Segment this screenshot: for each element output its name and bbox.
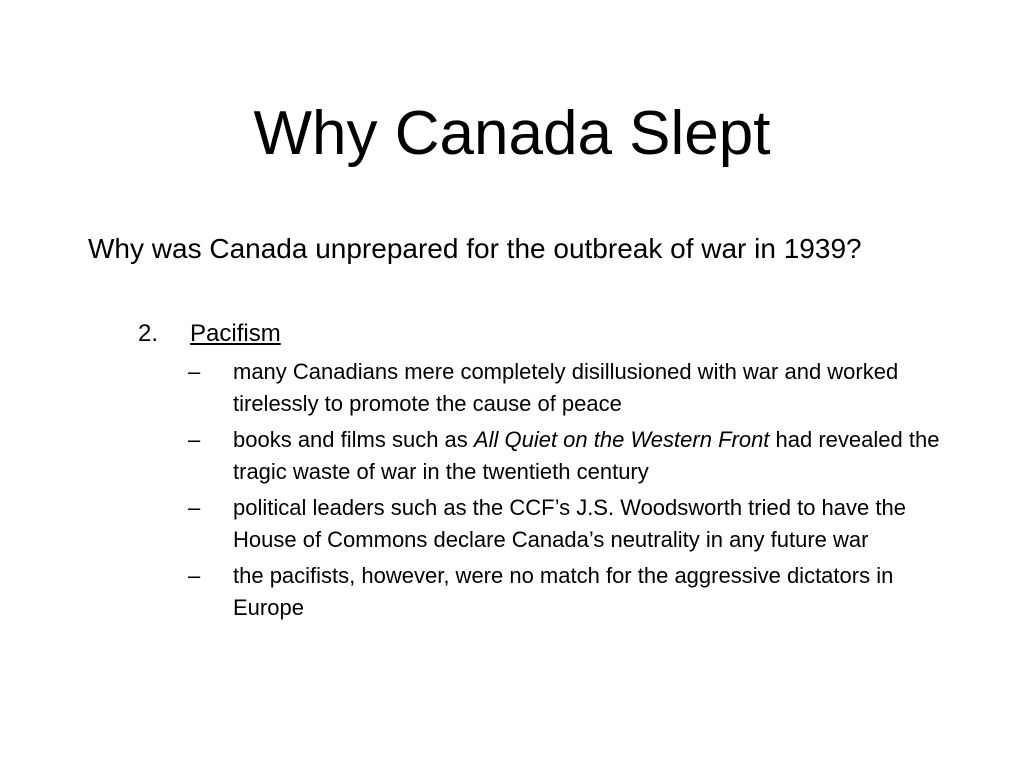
bullet-text: political leaders such as the CCF’s J.S. Woodsworth tried to have the House of Commons declare Canada’s neutrality in any future war [233, 495, 906, 552]
question-text: Why was Canada unprepared for the outbreak of war in 1939? [88, 233, 862, 264]
bullet-text: many Canadians mere completely disillusioned with war and worked tirelessly to promote the cause of peace [233, 359, 899, 416]
dash-marker: – [188, 563, 201, 588]
dash-marker: – [188, 495, 201, 520]
section-number: 2. [138, 320, 159, 347]
slide-title: Why Canada Slept [253, 99, 771, 168]
dash-marker: – [188, 359, 201, 384]
section-label: Pacifism [190, 320, 281, 347]
bullet-item [188, 356, 948, 420]
section-heading [138, 318, 281, 350]
bullet-text-before: books and films such as [233, 427, 474, 452]
bullet-item [188, 560, 948, 624]
bullet-text-after: had revealed the tragic waste of war in the twentieth century [233, 427, 940, 484]
dash-marker: – [188, 427, 201, 452]
film-title: All Quiet on the Western Front [473, 427, 770, 452]
bullet-text: the pacifists, however, were no match for the aggressive dictators in Europe [233, 563, 894, 620]
bullet-list [188, 356, 948, 628]
bullet-item [188, 492, 948, 556]
bullet-item [188, 424, 948, 488]
